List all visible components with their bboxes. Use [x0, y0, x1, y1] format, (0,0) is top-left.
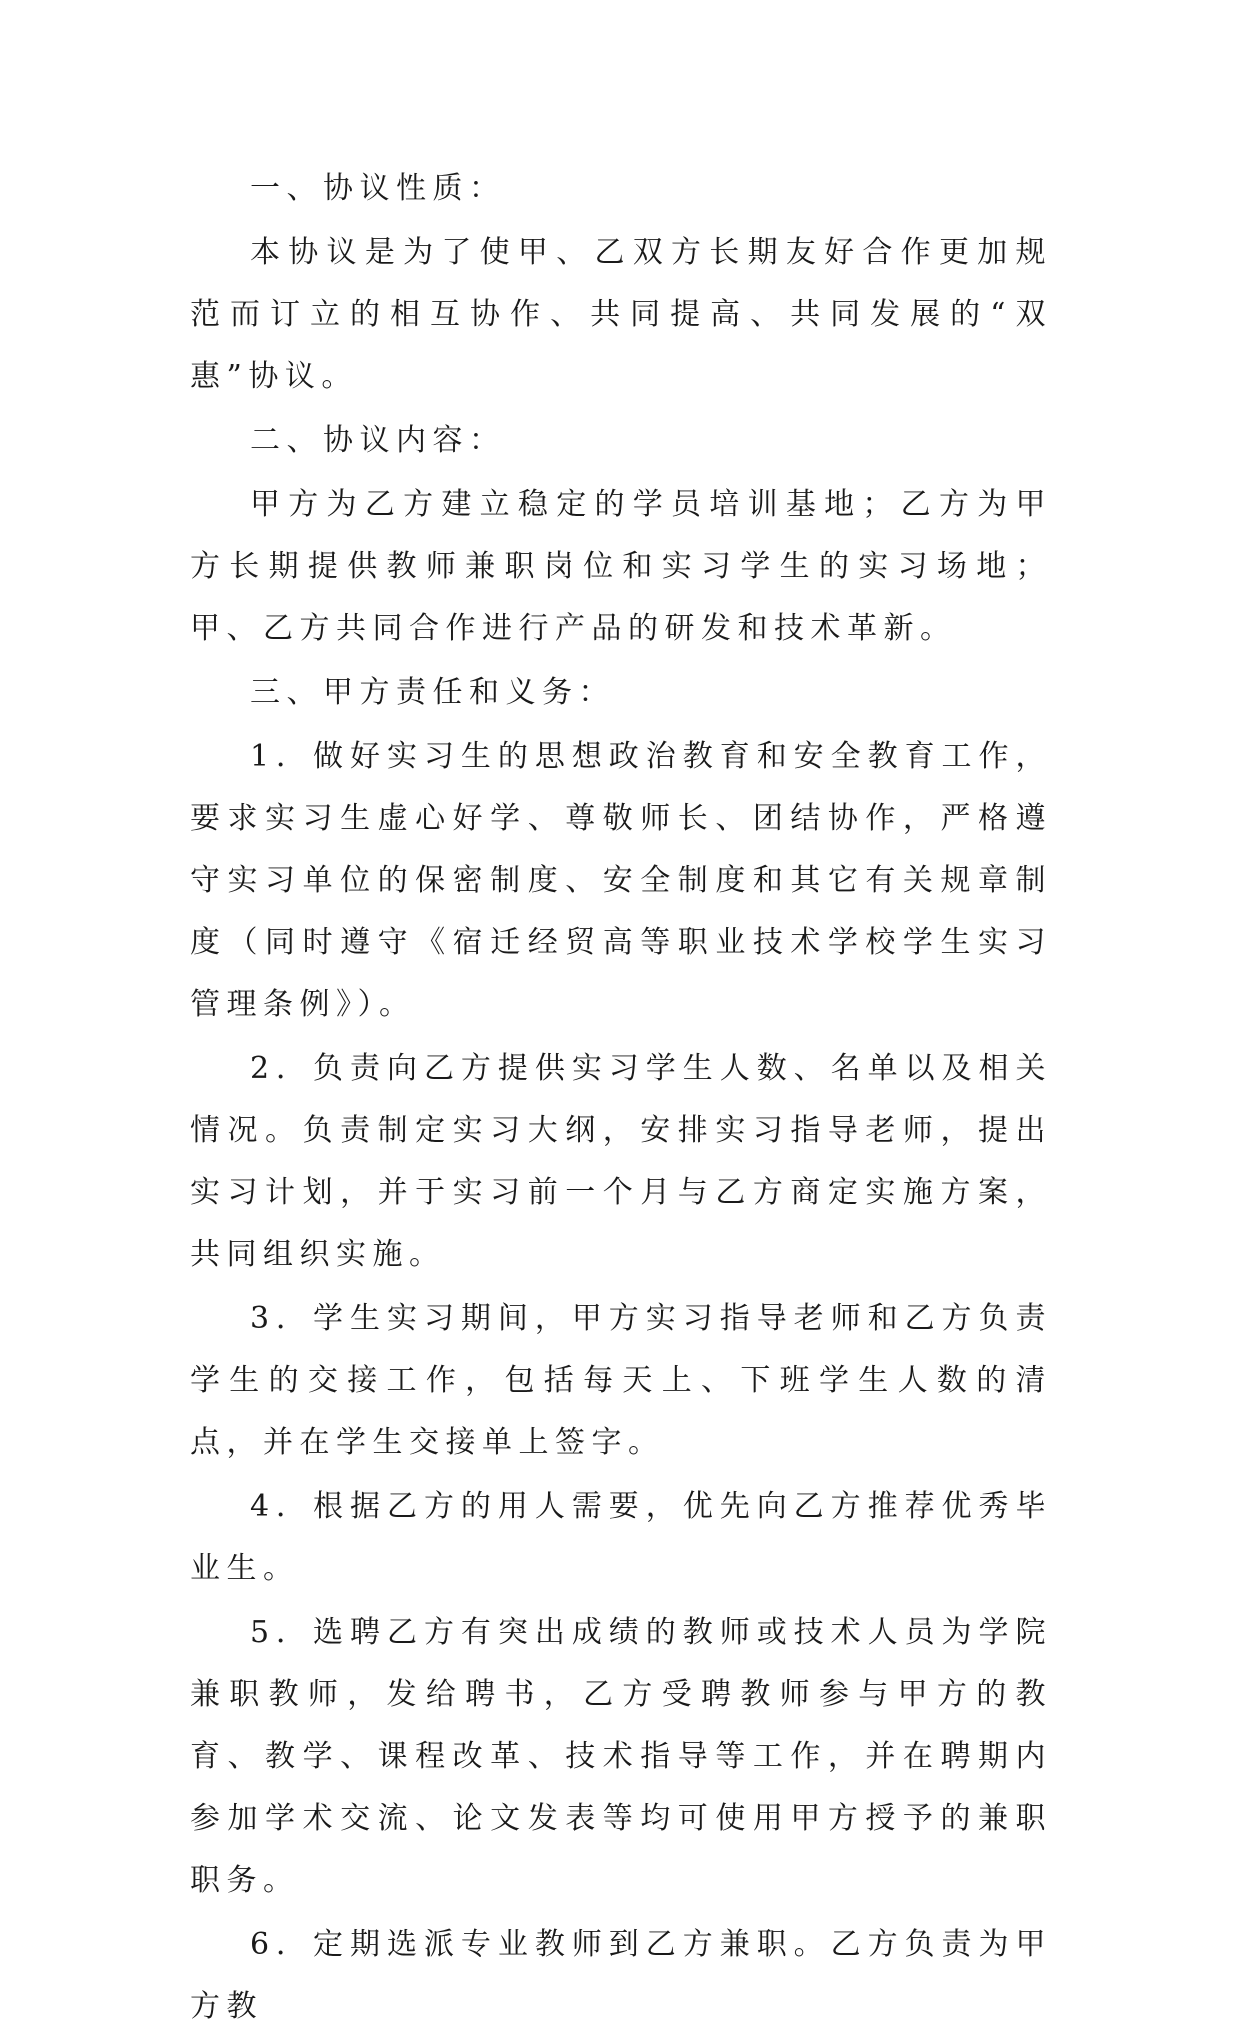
section-heading-content: 二、协议内容：	[250, 423, 506, 458]
paragraph-content: 甲方为乙方建立稳定的学员培训基地；乙方为甲方长期提供教师兼职岗位和实习学生的实习场地；甲、乙方共同合作进行产品的研发和技术革新。	[190, 487, 1052, 646]
paragraph-nature: 本协议是为了使甲、乙双方长期友好合作更加规范而订立的相互协作、共同提高、共同发展的“双惠”协议。	[190, 235, 1052, 394]
duty-item-6: 6．定期选派专业教师到乙方兼职。乙方负责为甲方教	[190, 1927, 1052, 2024]
duty-item-2: 2．负责向乙方提供实习学生人数、名单以及相关情况。负责制定实习大纲，安排实习指导老师，提出实习计划，并于实习前一个月与乙方商定实施方案，共同组织实施。	[190, 1051, 1052, 1272]
duty-item-5: 5．选聘乙方有突出成绩的教师或技术人员为学院兼职教师，发给聘书，乙方受聘教师参与甲方的教育、教学、课程改革、技术指导等工作，并在聘期内参加学术交流、论文发表等均可使用甲方授予的兼职职务。	[190, 1615, 1052, 1898]
duty-item-3: 3．学生实习期间，甲方实习指导老师和乙方负责学生的交接工作，包括每天上、下班学生人数的清点，并在学生交接单上签字。	[190, 1301, 1052, 1460]
document-body	[190, 158, 1052, 2040]
duty-item-1: 1．做好实习生的思想政治教育和安全教育工作，要求实习生虚心好学、尊敬师长、团结协作，严格遵守实习单位的保密制度、安全制度和其它有关规章制度（同时遵守《宿迁经贸高等职业技术学校学生实习管理条例》）。	[190, 739, 1052, 1022]
section-heading-nature: 一、协议性质：	[250, 171, 506, 206]
duty-item-4: 4．根据乙方的用人需要，优先向乙方推荐优秀毕业生。	[190, 1489, 1052, 1586]
section-heading-party-a-duties: 三、甲方责任和义务：	[250, 675, 615, 710]
